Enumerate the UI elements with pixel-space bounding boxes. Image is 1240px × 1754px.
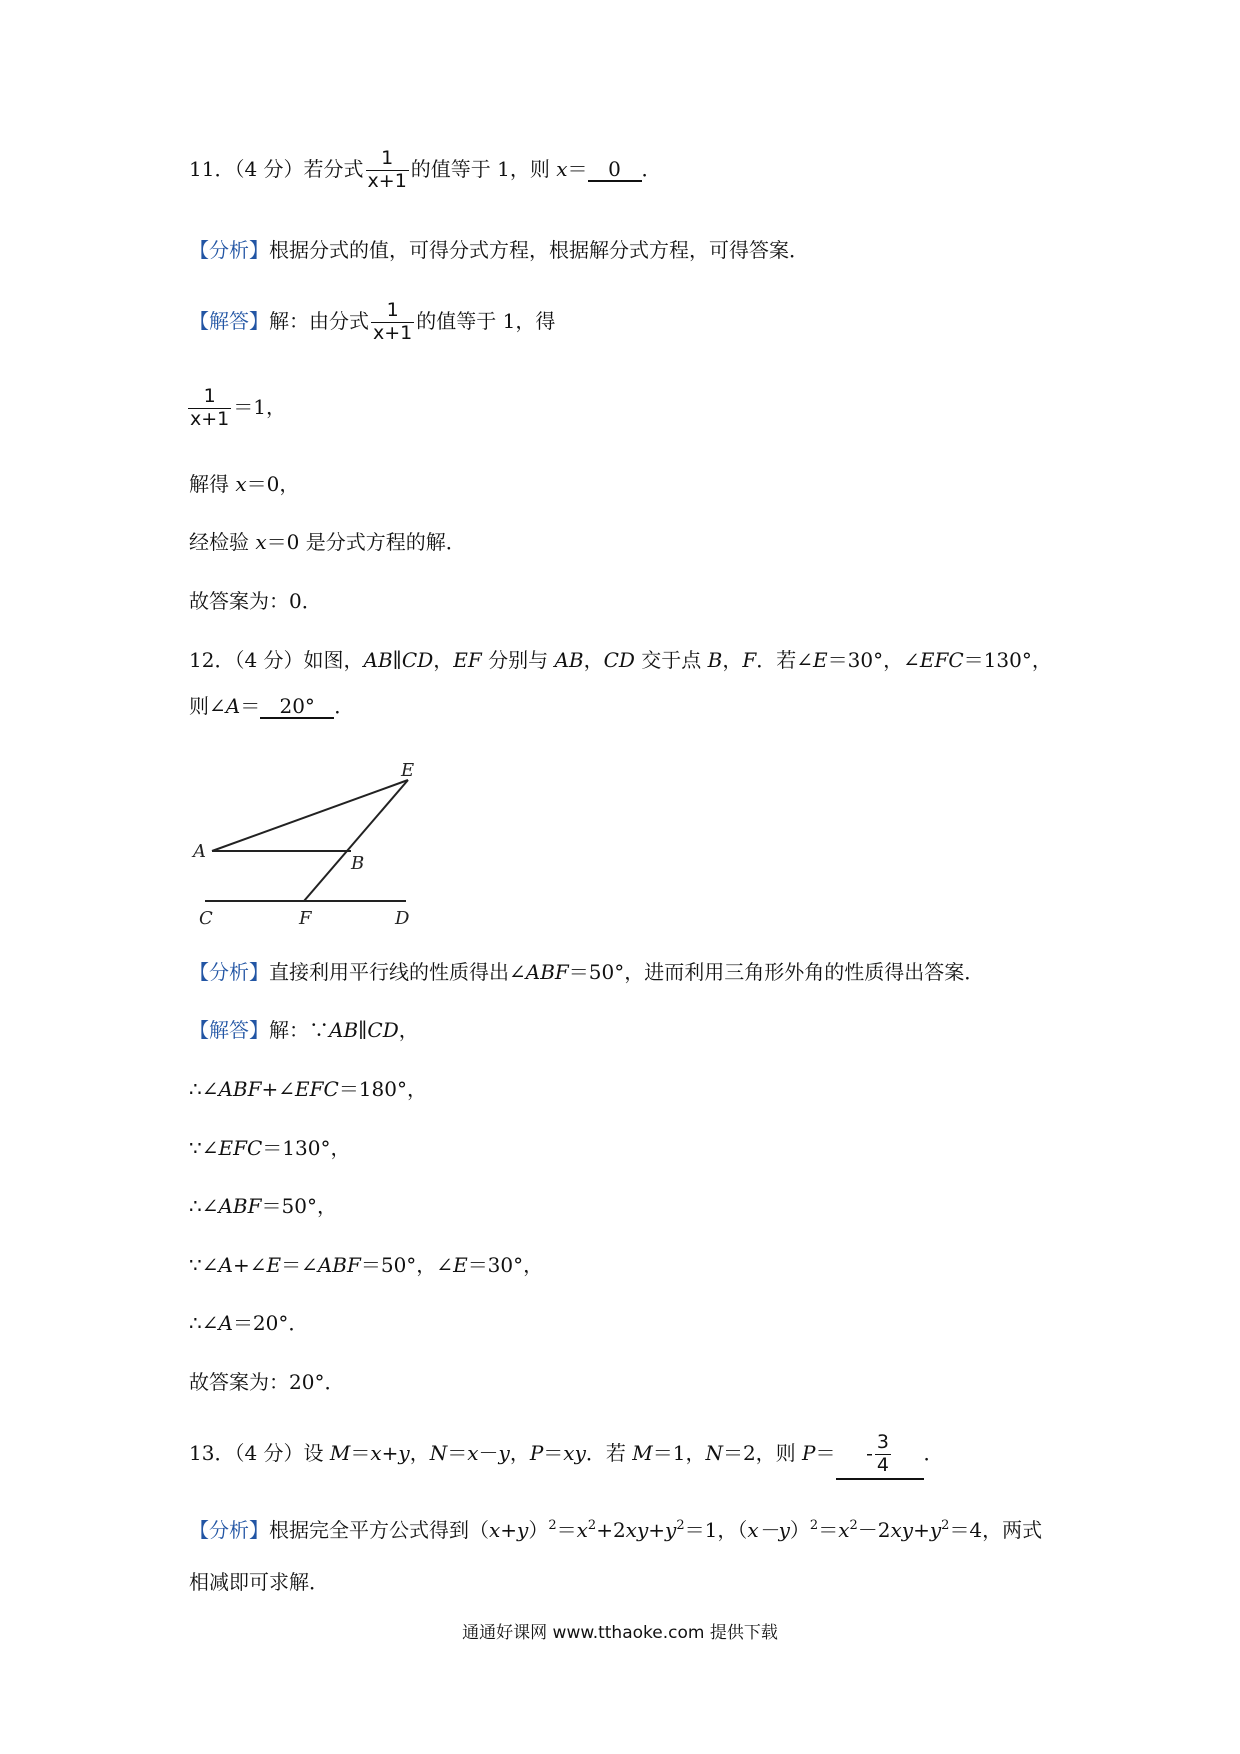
q12-answer-line: 故答案为：20°． (189, 1370, 345, 1394)
q13-analysis-line1: 【分析】根据完全平方公式得到$(x+y)^2=x^2+2xy+y^2=1$，$(x-y)^2=x^2-2xy+y^2=4$，两式 (189, 1518, 1043, 1542)
label-d: D (395, 908, 410, 929)
label-c: C (199, 908, 213, 929)
q11-equation: $\frac{1}{x+1}$ ＝1， (190, 385, 286, 430)
solution-tag: 【解答】 (189, 308, 269, 333)
q12-question-line2: 则∠A＝ 20° ． (189, 694, 355, 718)
label-e: E (401, 760, 415, 781)
q11-fraction: $\frac{1}{x+1}$ (367, 147, 407, 192)
label-a: A (193, 841, 206, 862)
q11-analysis: 【分析】根据分式的值，可得分式方程，根据解分式方程，可得答案． (189, 238, 809, 262)
q11-answer-line: 故答案为：0． (189, 589, 322, 613)
q13-question: 13．（4 分）设 M＝x+y，N＝x－y，P＝xy．若 M＝1，N＝2，则 P＝ - $\frac{3}{4}$ ． (189, 1432, 944, 1480)
analysis-tag: 【分析】 (189, 238, 269, 262)
page-footer: 通通好课网 www.tthaoke.com 提供下载 (462, 1623, 778, 1643)
q12-step-3: ∴∠ABF＝50°， (189, 1194, 337, 1218)
q11-solution: 【解答】解：由分式 $\frac{1}{x+1}$ 的值等于 1，得 (189, 299, 556, 344)
q13-answer-fraction: $\frac{3}{4}$ (876, 1431, 889, 1476)
q11-solve-line: 解得 x＝0， (189, 472, 300, 496)
geometry-figure (185, 752, 425, 932)
q12-answer-blank: 20° (260, 696, 334, 719)
q11-question: 11．（4 分）若分式 $\frac{1}{x+1}$ 的值等于 1，则 x＝ 0 ． (189, 147, 662, 192)
q12-step-4: ∵∠A+∠E＝∠ABF＝50°，∠E＝30°， (189, 1253, 544, 1277)
q11-check-line: 经检验 x＝0 是分式方程的解． (189, 530, 466, 554)
label-f: F (299, 908, 312, 929)
analysis-tag: 【分析】 (189, 1518, 269, 1542)
q11-solution-fraction: $\frac{1}{x+1}$ (373, 299, 413, 344)
q12-step-5: ∴∠A＝20°． (189, 1311, 309, 1335)
q13-answer-blank: - $\frac{3}{4}$ (836, 1432, 924, 1480)
q12-analysis: 【分析】直接利用平行线的性质得出∠ABF＝50°，进而利用三角形外角的性质得出答案． (189, 960, 985, 984)
solution-tag: 【解答】 (189, 1018, 269, 1042)
label-b: B (351, 853, 365, 874)
q12-question-line1: 12．（4 分）如图，AB∥CD，EF 分别与 AB，CD 交于点 B，F．若∠E＝30°，∠EFC＝130°， (189, 648, 1052, 672)
q12-solution: 【解答】解：∵AB∥CD， (189, 1018, 419, 1042)
q11-equation-fraction: $\frac{1}{x+1}$ (190, 385, 230, 430)
q12-step-2: ∵∠EFC＝130°， (189, 1136, 351, 1160)
q13-analysis-line2: 相减即可求解． (189, 1570, 329, 1594)
q11-answer-blank: 0 (588, 159, 642, 182)
analysis-tag: 【分析】 (189, 960, 269, 984)
q12-step-1: ∴∠ABF+∠EFC＝180°， (189, 1077, 427, 1101)
